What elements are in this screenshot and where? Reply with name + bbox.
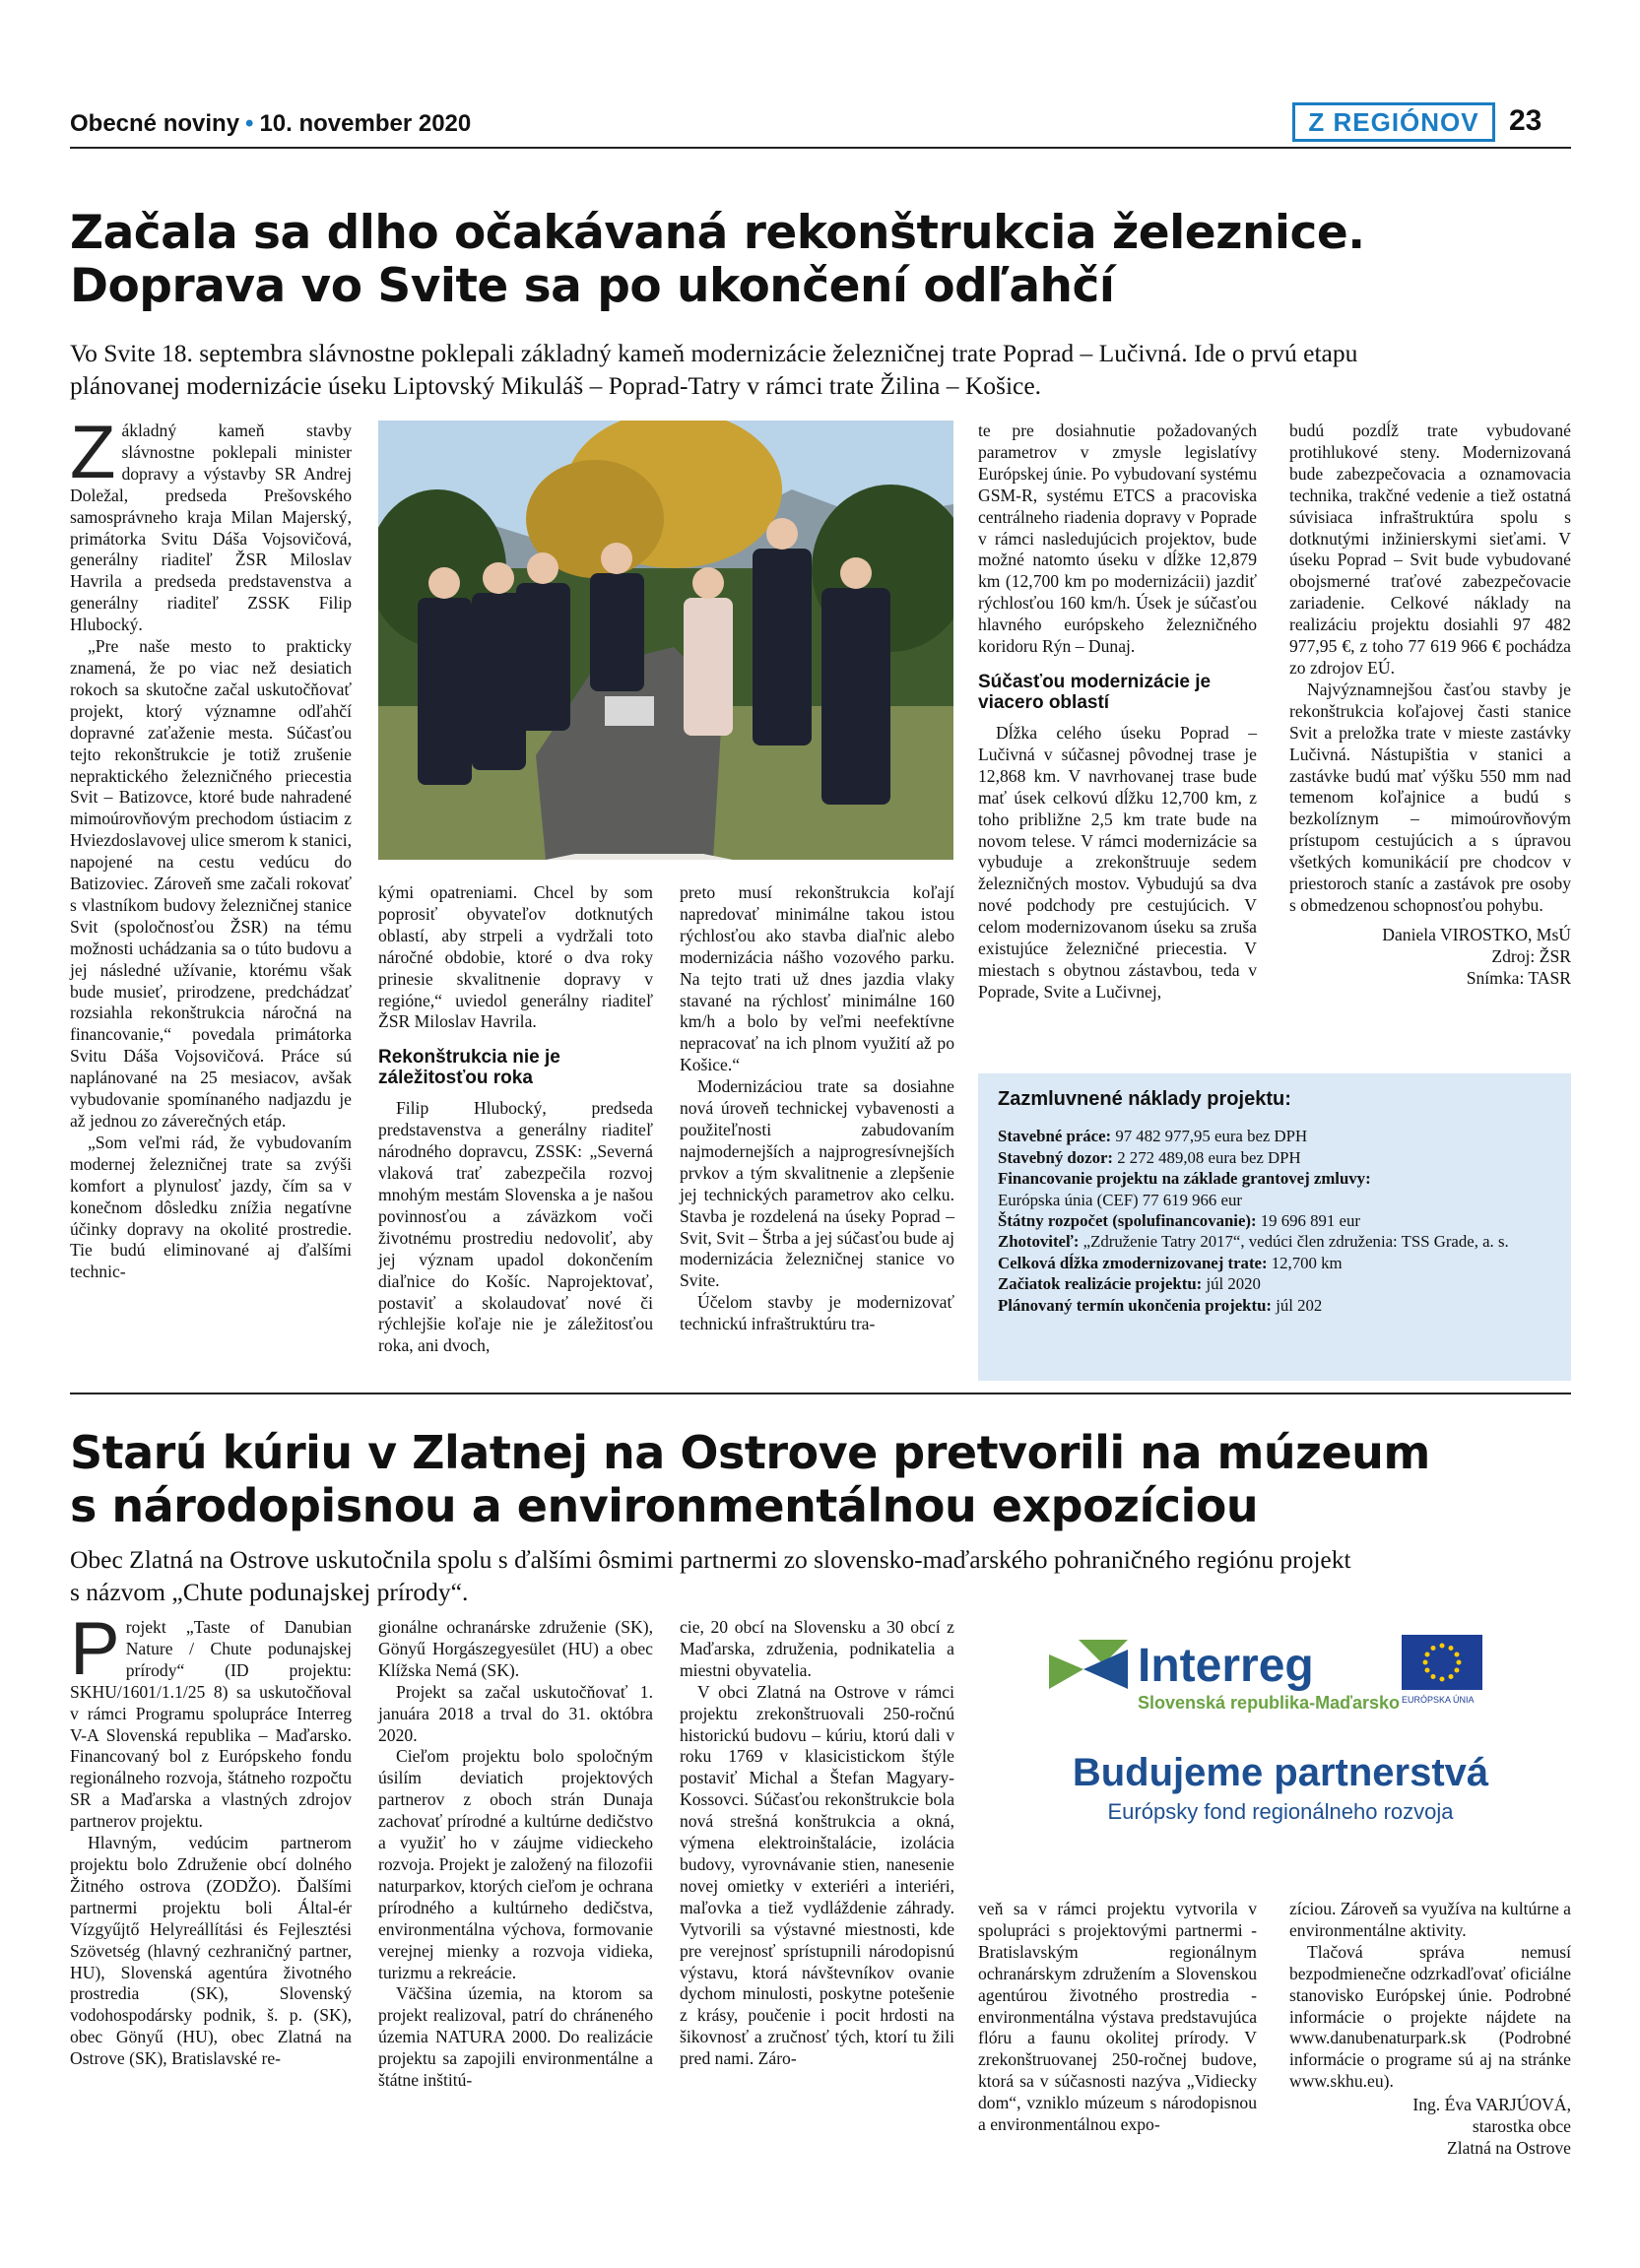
ceremony-photo-illustration <box>378 421 953 860</box>
article2-signature <box>1289 2095 1571 2160</box>
article1-paragraph: ákladný kameň stavby slávnostne poklepali minister dopravy a výstavby SR Andrej Doležal, predseda Prešovského samosprávneho kraja Milan Majerský, primátorka Svitu Dáša Vojsovičová, generálny riaditeľ ŽSR Miloslav Havrila a predseda predstavenstva a generálny riaditeľ ZSSK Filip Hlubocký. <box>70 421 352 635</box>
article1-lead-line2: plánovanej modernizácie úseku Liptovský Mikuláš – Poprad-Tatry v rámci trate Žilina – Košice. <box>70 371 1042 400</box>
project-costs-row-value: júl 2020 <box>1202 1274 1261 1294</box>
article2-paragraph: Tlačová správa nemusí bezpodmienečne odzrkadľovať oficiálne stanovisko Európskej únie. Podrobné informácie o projekte nájdete na www.danubenaturpark.sk (Podrobné informácie o programe sú aj na stránke www.skhu.eu). <box>1289 1941 1571 2092</box>
project-costs-row-value: „Združenie Tatry 2017“, vedúci člen združenia: TSS Grade, a. s. <box>1079 1232 1509 1252</box>
article2-column-5 <box>1289 1899 1571 2160</box>
interreg-logo-block <box>990 1610 1571 1886</box>
page-header <box>70 110 471 138</box>
article1-paragraph: „Som veľmi rád, že vybudovaním modernej železničnej trate sa zvýši komfort a plynulosť jazdy, čím sa v konečnom dôsledku znížia negatívne účinky dopravy na okolité prostredie. Tie budú eliminované aj ďalšími technic- <box>70 1132 352 1282</box>
article1-paragraph: te pre dosiahnutie požadovaných parametrov v zmysle legislatívy Európskej únie. Po vybudovaní systému GSM-R, systému ETCS a pracoviska centrálneho riadenia dopravy v Poprade v rámci nasledujúcich projektov, bude možné natomto úseku v dĺžke 12,879 km (12,700 km po modernizácii) jazdiť rýchlosťou 160 km/h. Úsek je súčasťou hlavného európskeho železničného koridoru Rýn – Dunaj. <box>978 421 1257 657</box>
article1-paragraph: Filip Hlubocký, predseda predstavenstva a generálny riaditeľ národného dopravcu, ZSSK: „Severná vlaková trať zabezpečila rozvoj mnohým mestám Slovenska a je našou povinnosťou a záväzkom voči životnému prostrediu nedovoliť, aby jej význam upadol dokončením diaľnice do Košíc. Naprojektovať, postaviť a skolaudovať nové či rýchlejšie koľaje nie je záležitosťou roka, ani dvoch, <box>378 1098 653 1356</box>
interreg-brand-text: Interreg <box>1138 1640 1314 1692</box>
project-costs-row-label: Zhotoviteľ: <box>998 1232 1080 1252</box>
article2-signature-name: Ing. Éva VARJÚOVÁ, <box>1412 2095 1571 2115</box>
article2-dropcap: P <box>70 1607 120 1691</box>
project-costs-row-value: 2 272 489,08 eura bez DPH <box>1113 1147 1301 1167</box>
project-costs-list <box>998 1126 1551 1316</box>
article1-paragraph: kými opatreniami. Chcel by som poprosiť obyvateľov dotknutých oblastí, aby strpeli a vydržali toto náročné obdobie, ktoré o dva roky prinesie skvalitnenie dopravy v regióne,“ uviedol generálny riaditeľ ŽSR Miloslav Havrila. <box>378 882 653 1032</box>
article2-column-2 <box>378 1617 653 2092</box>
article1-lead <box>70 337 1577 402</box>
header-rule <box>70 147 1571 149</box>
project-costs-row-value: Európska únia (CEF) 77 619 966 eur <box>998 1190 1242 1209</box>
article1-column-2 <box>378 882 653 1357</box>
eu-label-text: EURÓPSKA ÚNIA <box>1402 1695 1475 1705</box>
article1-headline <box>70 207 1365 313</box>
article1-dropcap: Z <box>70 411 116 494</box>
article1-subhead: Súčasťou modernizácie je viacero oblastí <box>978 671 1212 713</box>
article2-paragraph: rojekt „Taste of Danubian Nature / Chute podunajskej prírody“ (ID projektu: SKHU/1601/1.1/25 8) sa uskutočňoval v rámci Programu spolupráce Interreg V-A Slovenská republika – Maďarsko. Financovaný bol z Európskeho fondu regionálneho rozvoja, štátneho rozpočtu SR a Maďarska a vlastných zdrojov partnerov projektu. <box>70 1617 352 1832</box>
article2-lead <box>70 1543 1577 1608</box>
separator-dot: • <box>245 110 254 137</box>
article1-author: Daniela VIROSTKO, MsÚ <box>1382 924 1571 944</box>
article1-headline-line1: Začala sa dlho očakávaná rekonštrukcia železnice. <box>70 206 1365 260</box>
interreg-advert <box>990 1610 1571 1886</box>
article1-photo-credit: Snímka: TASR <box>1466 967 1571 988</box>
article1-paragraph: Dĺžka celého úseku Poprad – Lučivná v súčasnej pôvodnej trase je 12,868 km. V navrhovanej trase bude mať úsek celkovú dĺžku 12,700 km, z toho približne 2,5 km trate bude na novom telese. V rámci modernizácie sa vybuduje a zrekonštruuje sedem železničných mostov. Vybudujú sa dva nové podchody pre cestujúcich. V celom modernizovanom úseku sa zruša existujúce železničné priecestia. V miestach s obytnou zástavbou, teda v Poprade, Svite a Lučivnej, <box>978 722 1257 1002</box>
project-costs-row-label: Stavebné práce: <box>998 1127 1112 1146</box>
article2-paragraph: Cieľom projektu bolo spoločným úsilím deviatich projektových partnerov z oboch strán Dunaja zachovať prírodné a kultúrne dedičstvo a využiť ho v záujme vidieckeho rozvoja. Projekt je založený na filozofii naturparkov, ktorých cieľom je ochrana prírodného a kultúrneho dedičstva, environmentálna výchova, formovanie verejnej mienky a rozvoja vidieka, turizmu a rekreácie. <box>378 1746 653 1982</box>
article2-headline-line2: s národopisnou a environmentálnou expozíciou <box>70 1479 1259 1532</box>
project-costs-row <box>998 1295 1551 1316</box>
project-costs-row <box>998 1210 1551 1231</box>
project-costs-row-label: Stavebný dozor: <box>998 1147 1114 1167</box>
article2-paragraph: Väčšina územia, na ktorom sa projekt realizoval, patrí do chráneného územia NATURA 2000. Do realizácie projektu sa zapojili environmentálne a štátne inštitú- <box>378 1983 653 2091</box>
project-costs-row <box>998 1273 1551 1294</box>
article2-paragraph: Hlavným, vedúcim partnerom projektu bolo Združenie obcí dolného Žitného ostrova (ZODŽO). Ďalšími partnermi projektu boli Által-ér Vízgyűjtő Helyreállítási és Fejlesztési Szövetség (hlavný cezhraničný partner, HU), Slovenská agentúra životného prostredia (SK), Slovenský vodohospodársky podnik, š. p. (SK), obec Gönyű (HU), obec Zlatná na Ostrove (SK), Bratislavské re- <box>70 1833 352 2069</box>
article1-lead-line1: Vo Svite 18. septembra slávnostne poklepali základný kameň modernizácie železničnej trate Poprad – Lučivná. Ide o prvú etapu <box>70 339 1358 367</box>
article2-paragraph: gionálne ochranárske združenie (SK), Gönyű Horgászegyesület (HU) a obec Klížska Nemá (SK). <box>378 1617 653 1680</box>
project-costs-row-value: 12,700 km <box>1267 1253 1343 1272</box>
article1-column-4 <box>978 421 1257 1004</box>
article1-paragraph: Modernizáciou trate sa dosiahne nová úroveň technickej vybavenosti a použiteľnosti zabudovaním najmodernejších a najprogresívnejších prvkov a tým skvalitnenie a zlepšenie jej technických parametrov ako celku. Stavba je rozdelená na úseky Poprad – Svit, Svit – Štrba a jej súčasťou bude aj modernizácia železničnej stanice vo Svite. <box>680 1076 954 1291</box>
project-costs-row-label: Začiatok realizácie projektu: <box>998 1274 1203 1294</box>
article-divider <box>70 1393 1571 1394</box>
article1-byline <box>1289 925 1571 990</box>
article1-subhead: Rekonštrukcia nie je záležitosťou roka <box>378 1047 560 1089</box>
interreg-logo-icon <box>1049 1640 1128 1689</box>
page-number: 23 <box>1509 104 1542 137</box>
project-costs-row <box>998 1190 1551 1210</box>
project-costs-row-label: Plánovaný termín ukončenia projektu: <box>998 1295 1272 1315</box>
issue-date: 10. november 2020 <box>259 110 472 137</box>
article1-paragraph: preto musí rekonštrukcia koľají napredovať minimálne takou istou rýchlosťou ako stavba diaľnic alebo modernizácia nášho vozového parku. Na tejto trati už dnes jazdia vlaky stavané na rýchlosť minimálne 160 km/h a bolo by veľmi neefektívne nepracovať na ich plnom využití až po Košice.“ <box>680 882 954 1075</box>
project-costs-row <box>998 1231 1551 1252</box>
eu-flag-icon <box>1402 1635 1482 1690</box>
article1-paragraph: budú pozdĺž trate vybudované protihlukové steny. Modernizovaná bude zabezpečovacia a oznamovacia technika, trakčné vedenie a tiež ostatná súvisiaca infraštruktúra spolu s dotknutými inžinierskymi sieťami. V úseku Poprad – Svit bude vybudované obojsmerné traťové zabezpečovacie zariadenie. Celkové náklady na realizáciu projektu dosiahli 97 482 977,95 €, z toho 77 619 966 € pochádza zo zdrojov EÚ. <box>1289 421 1571 678</box>
section-label: Z REGIÓNOV <box>1292 102 1495 142</box>
project-costs-row-label: Financovanie projektu na základe grantovej zmluvy: <box>998 1169 1371 1189</box>
article2-signature-place: Zlatná na Ostrove <box>1446 2137 1571 2158</box>
publication-name: Obecné noviny <box>70 110 240 137</box>
article2-paragraph: zíciou. Zároveň sa využíva na kultúrne a environmentálne aktivity. <box>1289 1899 1571 1940</box>
article2-headline <box>70 1426 1430 1532</box>
article2-paragraph: V obci Zlatná na Ostrove v rámci projektu zrekonštruovali 250-ročnú historickú budovu – kúriu, ktorú dali v roku 1769 v klasicistickom štýle postaviť Michal a Štefan Magyary-Kossovci. Súčasťou rekonštrukcie bola nová strešná konštrukcia a okná, výmena elektroinštalácie, izolácia budovy, vyrovnávanie stien, nanesenie novej omietky v exteriéri a interiéri, maľovka a tiež vydláždenie záhrady. Vytvorili sa výstavné miestnosti, kde pre verejnosť sprístupnili národopisnú výstavu, ktorá návštevníkov ovanie dychom minulosti, poskytne potešenie z krásy, poučenie i pocit hrdosti na šikovnosť a zručnosť tých, ktorí tu žili pred nami. Záro- <box>680 1681 954 2069</box>
article2-signature-role: starostka obce <box>1472 2116 1571 2137</box>
ad-slogan-text: Budujeme partnerstvá <box>1072 1751 1489 1794</box>
article1-photo <box>378 421 953 860</box>
article2-column-1 <box>70 1607 352 2070</box>
article1-paragraph: „Pre naše mesto to prakticky znamená, že po viac než desiatich rokoch sa skutočne začal uskutočňovať projekt, ktorý významne odľahčí dopravné zaťaženie mesta. Súčasťou tejto rekonštrukcie je totiž zrušenie nepraktického železničného priecestia Svit – Batizovce, ktoré bude nahradené mimoúrovňovým prechodom ústiacim z Hviezdoslavovej ulice smerom k stanici, napojené na cestu vedúcu do Batizoviec. Zároveň sme začali rokovať s vlastníkom budovy železničnej stanice Svit (spoločnosťou ŽSR) na tému možnosti uchádzania sa o túto budovu a jej následné užívanie, ktorému však bude musieť, prirodzene, predchádzať rozsiahla rekonštrukcia náročná na financovanie,“ povedala primátorka Svitu Dáša Vojsovičová. Práce sú naplánované na 25 mesiacov, avšak vybudovanie spomínaného nadjazdu je až jednou zo záverečných etáp. <box>70 636 352 1131</box>
article2-lead-line2: s názvom „Chute podunajskej prírody“. <box>70 1578 469 1606</box>
article2-paragraph: cie, 20 obcí na Slovensku a 30 obcí z Maďarska, združenia, podnikatelia a miestni obyvatelia. <box>680 1617 954 1680</box>
article1-paragraph: Najvýznamnejšou časťou stavby je rekonštrukcia koľajovej časti stanice Svit a preložka trate v mieste zastávky Lučivná. Nástupištia v stanici a zastávke budú mať výšku 550 mm nad temenom koľajnice a budú s bezkolíznym – mimoúrovňovým prístupom cestujúcich a s úpravou všetkých komunikácií pre chodcov v priestoroch staníc a zastávok pre osoby s obmedzenou schopnosťou pohybu. <box>1289 679 1571 915</box>
project-costs-row <box>998 1168 1551 1189</box>
ad-fund-text: Európsky fond regionálneho rozvoja <box>1107 1799 1454 1824</box>
project-costs-row <box>998 1253 1551 1273</box>
project-costs-row-label: Štátny rozpočet (spolufinancovanie): <box>998 1211 1257 1231</box>
article2-column-3 <box>680 1617 954 2070</box>
article2-paragraph: veň sa v rámci projektu vytvorila v spolupráci s projektovými partnermi - Bratislavským regionálnym ochranárskym združením a Slovenskou agentúrou životného prostredia - environmentálna výstava predstavujúca flóru a faunu okolitej prírody. V zrekonštruovanej 250-ročnej budove, ktorá sa v súčasnosti nazýva „Vidiecky dom“, vzniklo múzeum s národopisnou a environmentálnou expo- <box>978 1899 1257 2135</box>
article2-headline-line1: Starú kúriu v Zlatnej na Ostrove pretvorili na múzeum <box>70 1426 1430 1479</box>
article1-column-3 <box>680 882 954 1335</box>
article1-source: Zdroj: ŽSR <box>1491 945 1571 966</box>
project-costs-row <box>998 1147 1551 1168</box>
project-costs-row-value: 19 696 891 eur <box>1256 1211 1360 1231</box>
article2-column-4 <box>978 1899 1257 2136</box>
project-costs-row <box>998 1126 1551 1146</box>
project-costs-row-label: Celková dĺžka zmodernizovanej trate: <box>998 1253 1268 1272</box>
article2-paragraph: Projekt sa začal uskutočňovať 1. januára 2018 a trval do 31. októbra 2020. <box>378 1681 653 1745</box>
project-costs-title: Zazmluvnené náklady projektu: <box>998 1088 1291 1110</box>
article1-column-1 <box>70 411 352 1283</box>
project-costs-row-value: 97 482 977,95 eura bez DPH <box>1111 1127 1308 1146</box>
article1-column-5 <box>1289 421 1571 990</box>
article1-paragraph: Účelom stavby je modernizovať technickú infraštruktúru tra- <box>680 1292 954 1334</box>
interreg-program-text: Slovenská republika-Maďarsko <box>1138 1693 1401 1713</box>
article1-headline-line2: Doprava vo Svite sa po ukončení odľahčí <box>70 259 1115 313</box>
article2-lead-line1: Obec Zlatná na Ostrove uskutočnila spolu s ďalšími ôsmimi partnermi zo slovensko-maďarského pohraničného regiónu projekt <box>70 1545 1351 1574</box>
project-costs-row-value: júl 202 <box>1272 1295 1323 1315</box>
project-costs-box <box>978 1073 1571 1381</box>
